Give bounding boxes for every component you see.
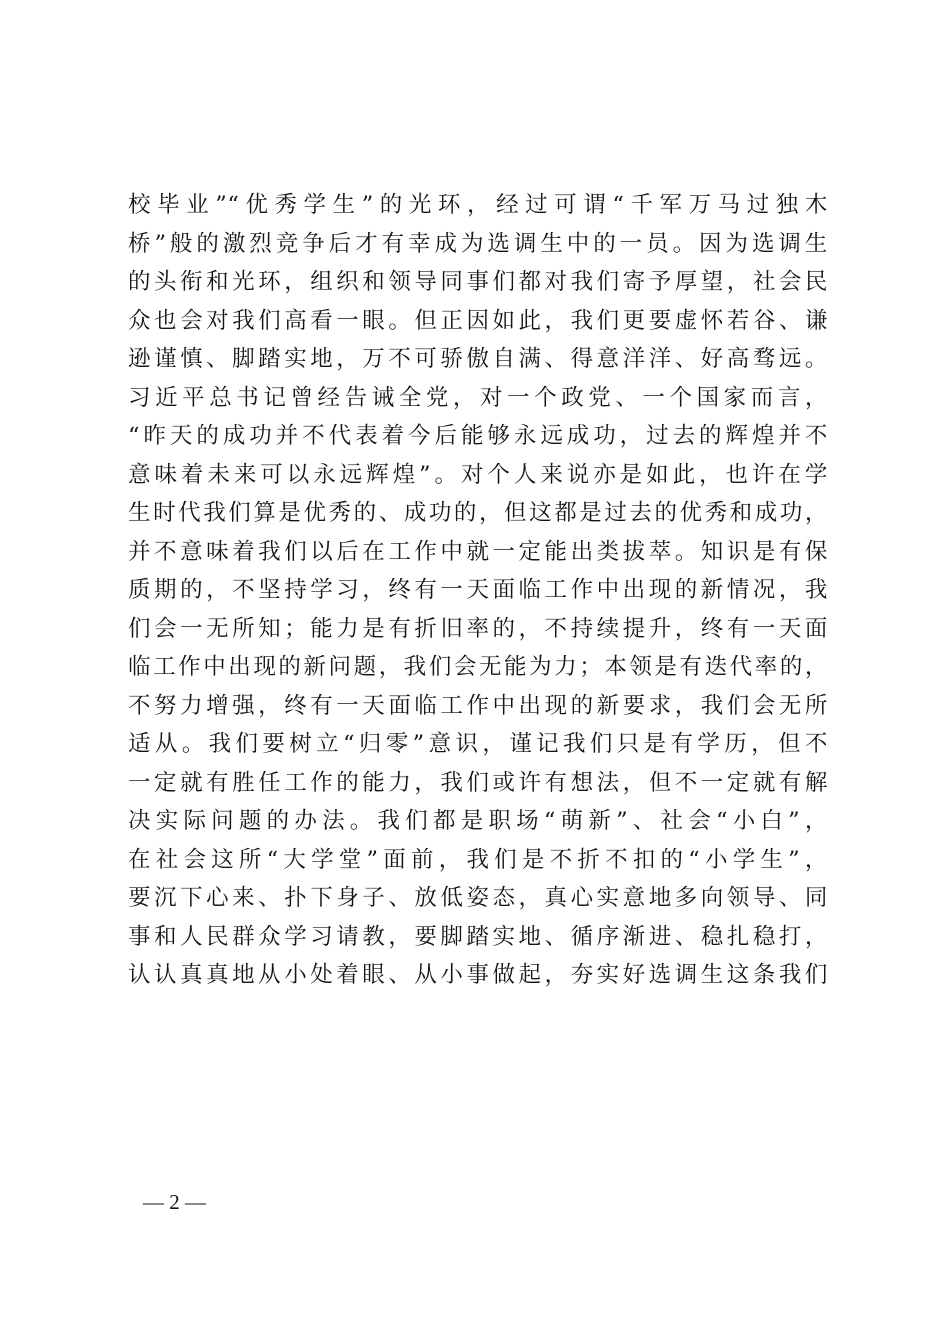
text-line: 校毕业”“优秀学生”的光环，经过可谓“千军万马过独木 <box>128 192 828 218</box>
text-line: 一定就有胜任工作的能力，我们或许有想法，但不一定就有解 <box>128 769 828 796</box>
text-line: 质期的，不坚持学习，终有一天面临工作中出现的新情况，我 <box>128 577 828 603</box>
text-line: 意味着未来可以永远辉煌”。对个人来说亦是如此，也许在学 <box>128 461 828 488</box>
text-line: 的头衔和光环，组织和领导同事们都对我们寄予厚望，社会民 <box>128 269 828 295</box>
body-text <box>128 186 828 995</box>
text-line: “昨天的成功并不代表着今后能够永远成功，过去的辉煌并不 <box>128 423 828 449</box>
text-line: 不努力增强，终有一天面临工作中出现的新要求，我们会无所 <box>128 692 828 719</box>
text-line: 在社会这所“大学堂”面前，我们是不折不扣的“小学生”， <box>128 846 828 873</box>
text-line: 认认真真地从小处着眼、从小事做起，夯实好选调生这条我们 <box>128 962 828 988</box>
text-line: 生时代我们算是优秀的、成功的，但这都是过去的优秀和成功， <box>128 500 828 526</box>
text-line: 逊谨慎、脚踏实地，万不可骄傲自满、得意洋洋、好高骛远。 <box>128 346 828 372</box>
text-line: 习近平总书记曾经告诫全党，对一个政党、一个国家而言， <box>128 384 828 411</box>
text-line: 要沉下心来、扑下身子、放低姿态，真心实意地多向领导、同 <box>128 885 828 911</box>
text-line: 并不意味着我们以后在工作中就一定能出类拔萃。知识是有保 <box>128 538 828 565</box>
text-line: 适从。我们要树立“归零”意识，谨记我们只是有学历，但不 <box>128 731 828 757</box>
text-line: 临工作中出现的新问题，我们会无能为力；本领是有迭代率的， <box>128 654 828 680</box>
text-line: 众也会对我们高看一眼。但正因如此，我们更要虚怀若谷、谦 <box>128 307 828 334</box>
text-line: 桥”般的激烈竞争后才有幸成为选调生中的一员。因为选调生 <box>128 230 828 257</box>
text-line: 事和人民群众学习请教，要脚踏实地、循序渐进、稳扎稳打， <box>128 923 828 950</box>
text-line: 们会一无所知；能力是有折旧率的，不持续提升，终有一天面 <box>128 615 828 642</box>
text-line: 决实际问题的办法。我们都是职场“萌新”、社会“小白”， <box>128 808 828 834</box>
page-number: — 2 — <box>143 1190 206 1214</box>
